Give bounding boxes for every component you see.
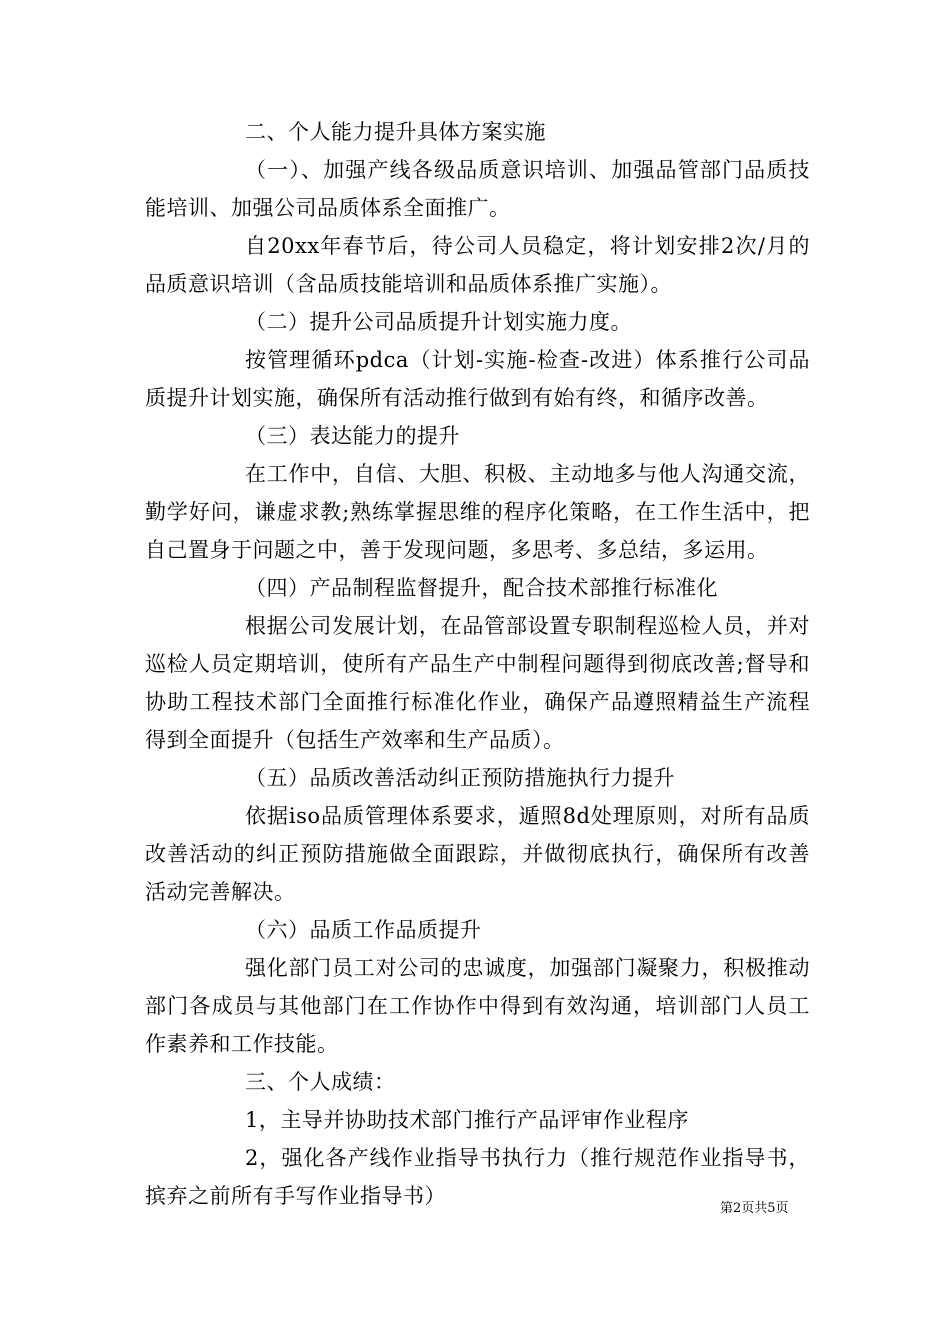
page-number-footer: 第2页共5页	[720, 1201, 789, 1216]
body-paragraph: 自20xx年春节后，待公司人员稳定，将计划安排2次/月的品质意识培训（含品质技能培训和品质体系推广实施）。	[145, 234, 810, 296]
subsection-heading: （五）品质改善活动纠正预防措施执行力提升	[245, 766, 675, 790]
body-paragraph: 按管理循环pdca（计划-实施-检查-改进）体系推行公司品质提升计划实施，确保所有活动推行做到有始有终，和循序改善。	[145, 348, 810, 410]
list-item: 1，主导并协助技术部门推行产品评审作业程序	[245, 1108, 689, 1132]
body-paragraph: 强化部门员工对公司的忠诚度，加强部门凝聚力，积极推动部门各成员与其他部门在工作协作中得到有效沟通，培训部门人员工作素养和工作技能。	[145, 956, 810, 1056]
body-paragraph: 在工作中，自信、大胆、积极、主动地多与他人沟通交流，勤学好问，谦虚求教;熟练掌握思维的程序化策略，在工作生活中，把自己置身于问题之中，善于发现问题，多思考、多总结，多运用。	[145, 462, 810, 562]
subsection-heading: （三）表达能力的提升	[245, 424, 460, 448]
document-body	[145, 113, 810, 1215]
list-item: 2，强化各产线作业指导书执行力（推行规范作业指导书，摈弃之前所有手写作业指导书）	[145, 1146, 810, 1208]
section-heading: 二、个人能力提升具体方案实施	[245, 120, 546, 144]
body-paragraph: 根据公司发展计划，在品管部设置专职制程巡检人员，并对巡检人员定期培训，使所有产品生产中制程问题得到彻底改善;督导和协助工程技术部门全面推行标准化作业，确保产品遵照精益生产流程得到全面提升（包括生产效率和生产品质）。	[145, 614, 810, 752]
section-heading: 三、个人成绩：	[245, 1070, 396, 1094]
subsection-heading: （六）品质工作品质提升	[245, 918, 482, 942]
body-paragraph: 依据iso品质管理体系要求，遁照8d处理原则，对所有品质改善活动的纠正预防措施做全面跟踪，并做彻底执行，确保所有改善活动完善解决。	[145, 804, 810, 904]
subsection-heading: （四）产品制程监督提升，配合技术部推行标准化	[245, 576, 718, 600]
subsection-heading: （二）提升公司品质提升计划实施力度。	[245, 310, 632, 334]
subsection-heading: （一）、加强产线各级品质意识培训、加强品管部门品质技能培训、加强公司品质体系全面推广。	[145, 158, 810, 220]
